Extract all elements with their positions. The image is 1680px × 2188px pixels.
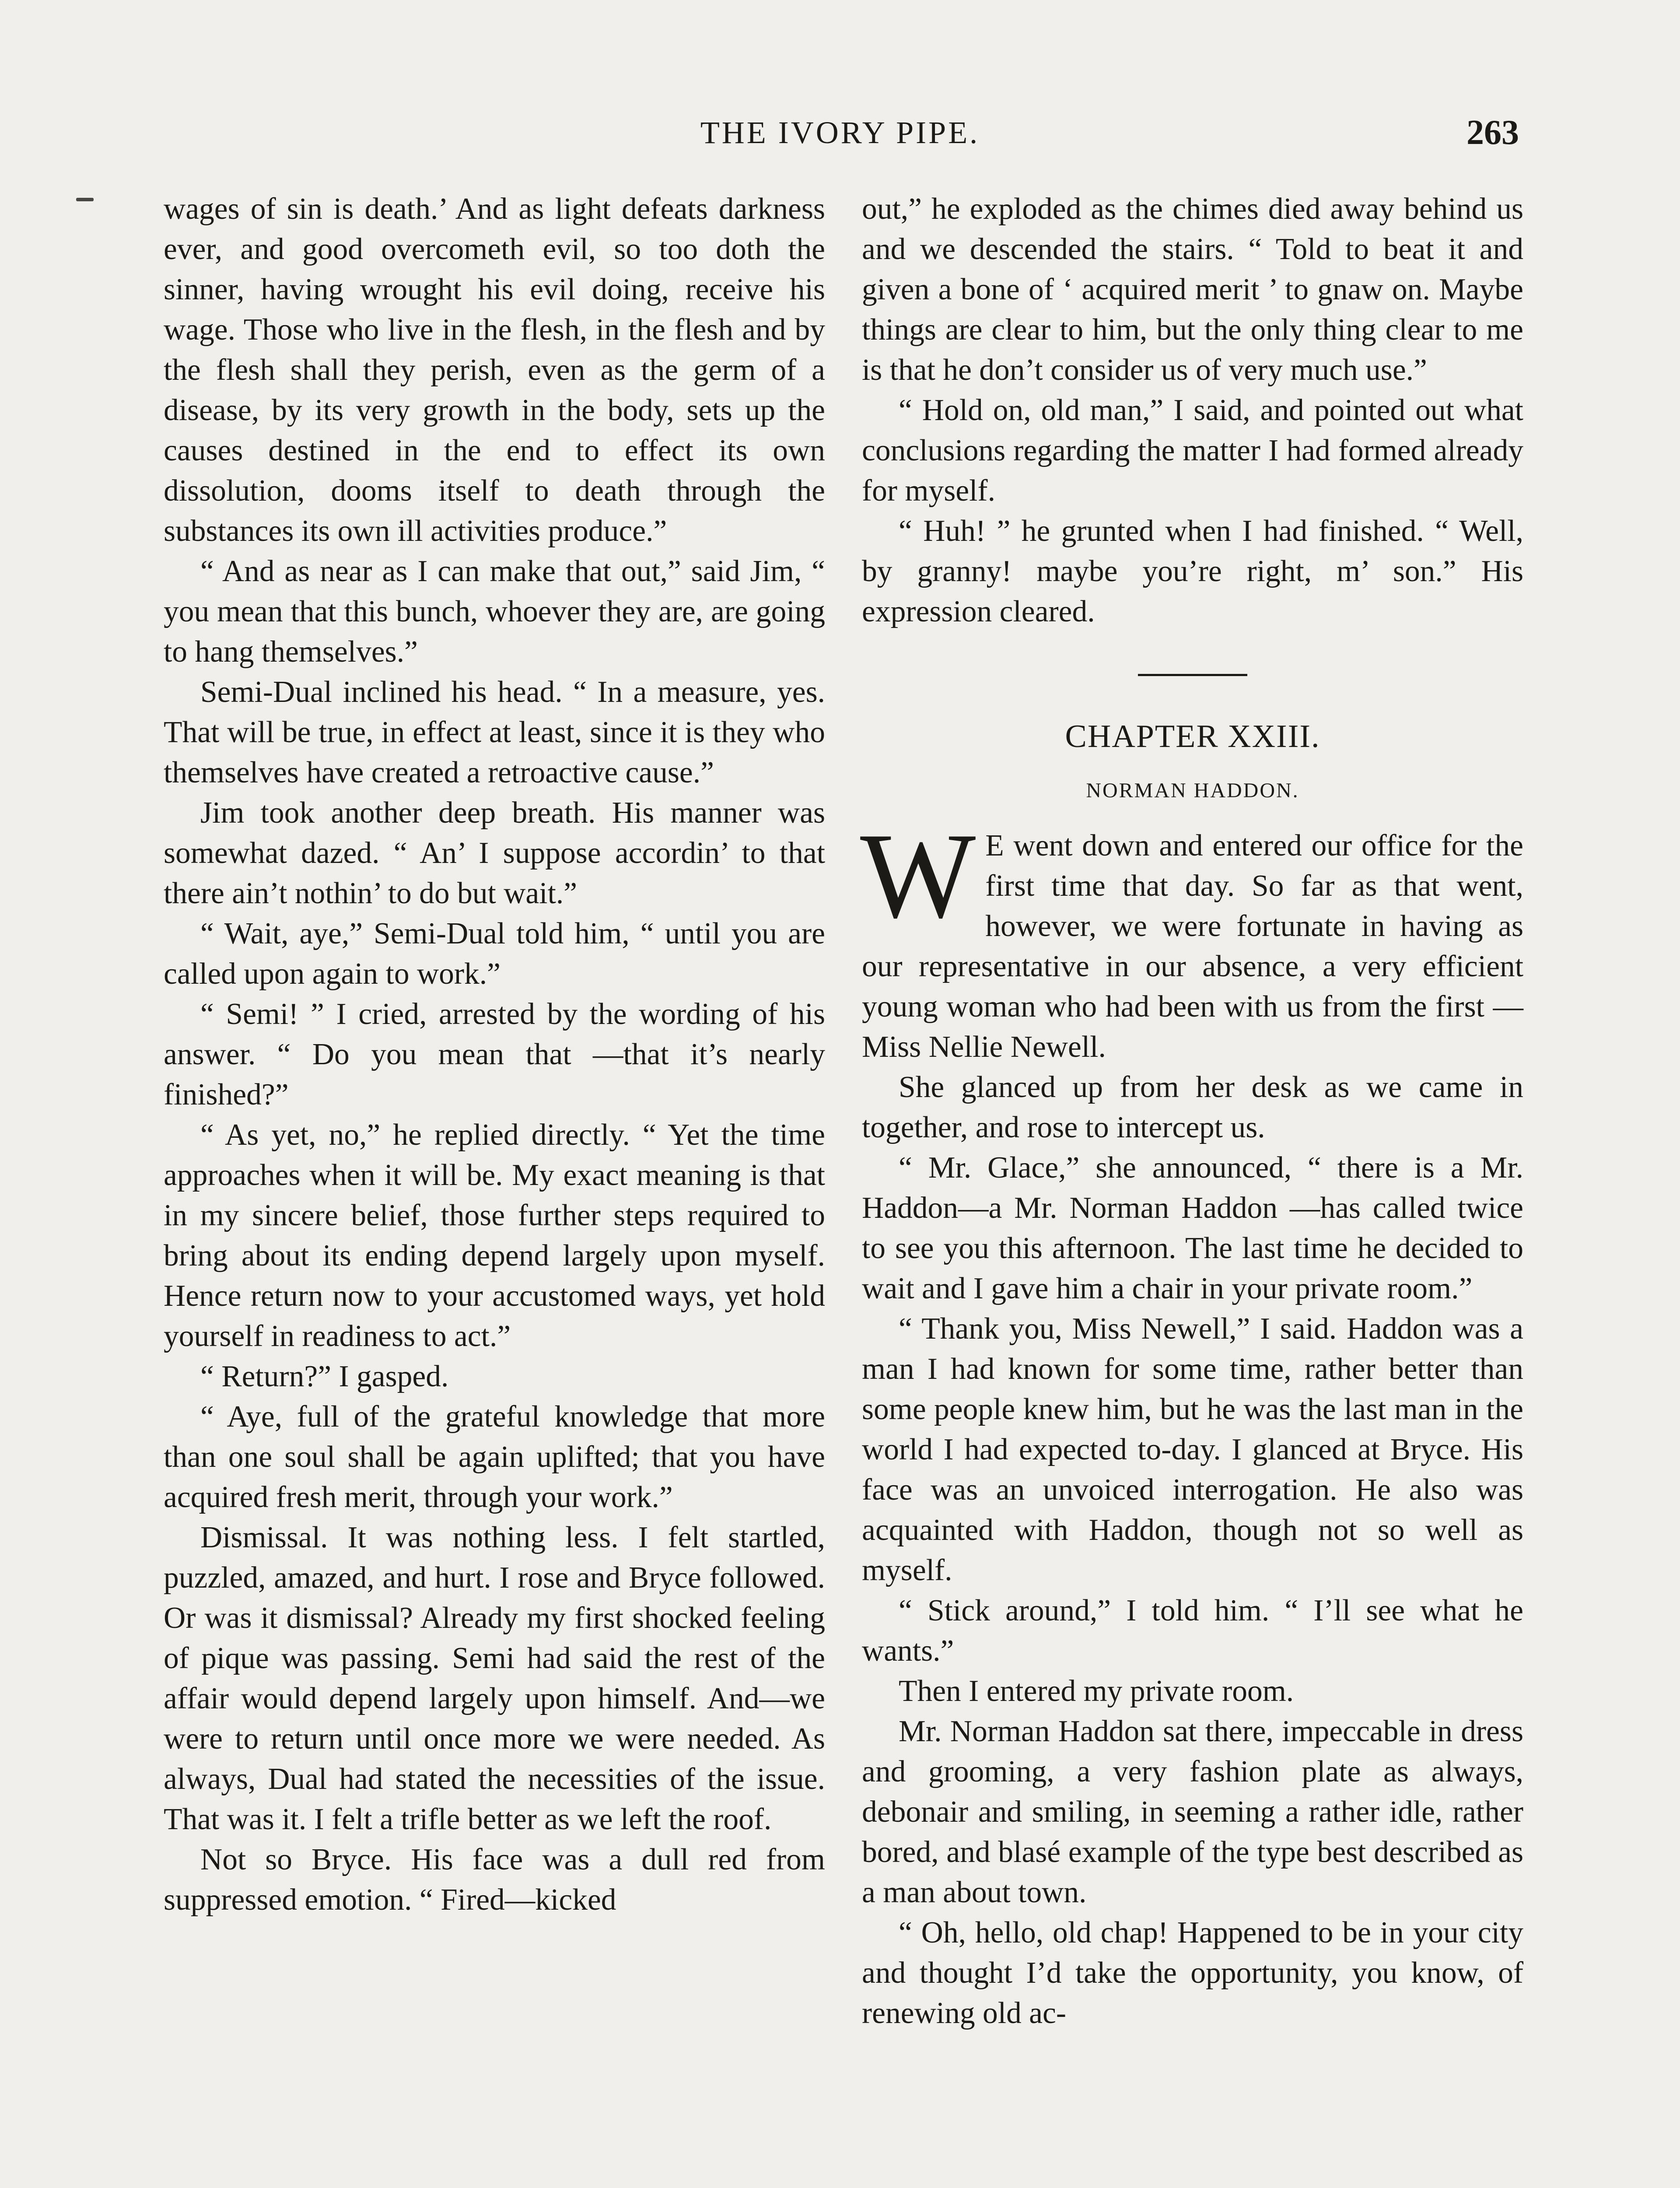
paragraph: Then I entered my private room. [899,1674,1294,1708]
paragraph: “ Semi! ” I cried, arrested by the wording of his answer. “ Do you mean that —that it’s nearly finished?” [164,997,825,1112]
paragraph: She glanced up from her desk as we came in together, and rose to intercept us. [862,1070,1523,1144]
paragraph: Mr. Norman Haddon sat there, impeccable in dress and grooming, a very fashion plate as always, debonair and smiling, in seeming a rather idle, rather bored, and blasé example of the type best described as a man about town. [862,1715,1523,1909]
paragraph: Jim took another deep breath. His manner was somewhat dazed. “ An’ I suppose accordin’ to that there ain’t nothin’ to do but wait.” [164,796,825,910]
right-column [862,189,1523,2034]
paragraph: “ Return?” I gasped. [200,1360,449,1393]
paragraph: “ Huh! ” he grunted when I had finished. “ Well, by granny! maybe you’re right, m’ son.” His expression cleared. [862,514,1523,628]
paragraph: Semi-Dual inclined his head. “ In a measure, yes. That will be true, in effect at least, since it is they who themselves have created a retroactive cause.” [164,675,825,789]
paragraph: Not so Bryce. His face was a dull red from suppressed emotion. “ Fired—kicked [164,1843,825,1917]
paragraph: “ As yet, no,” he replied directly. “ Yet the time approaches when it will be. My exact meaning is that in my sincere belief, those further steps required to bring about its ending depend largely upon myself. Hence return now to your accustomed ways, yet hold yourself in readiness to act.” [164,1118,825,1353]
paragraph: out,” he exploded as the chimes died away behind us and we descended the stairs. “ Told to beat it and given a bone of ‘ acquired merit ’ to gnaw on. Maybe things are clear to him, but the only thing clear to me is that he don’t consider us of very much use.” [862,192,1523,387]
page-number: 263 [1466,113,1519,152]
paragraph: “ Oh, hello, old chap! Happened to be in your city and thought I’d take the opportunity, you know, of renewing old ac- [862,1916,1523,2030]
paragraph: wages of sin is death.’ And as light defeats darkness ever, and good overcometh evil, so too doth the sinner, having wrought his evil doing, receive his wage. Those who live in the flesh, in the flesh and by the flesh shall they perish, even as the germ of a disease, by its very growth in the body, sets up the causes destined in the end to effect its own dissolution, dooms itself to death through the substances its own ill activities produce.” [164,192,825,548]
drop-cap: W [860,807,976,943]
section-divider [1138,674,1247,676]
chapter-heading: CHAPTER XXIII. [1065,719,1320,754]
paragraph: “ Aye, full of the grateful knowledge that more than one soul shall be again uplifted; that you have acquired fresh merit, through your work.” [164,1400,825,1514]
paragraph: “ Thank you, Miss Newell,” I said. Haddon was a man I had known for some time, rather better than some people knew him, but he was the last man in the world I had expected to-day. I glanced at Bryce. His face was an unvoiced interrogation. He also was acquainted with Haddon, though not so well as myself. [862,1312,1523,1587]
chapter-opening-paragraph [860,807,1523,1067]
paragraph: “ Hold on, old man,” I said, and pointed out what conclusions regarding the matter I had formed already for myself. [862,393,1523,508]
paragraph: “ Wait, aye,” Semi-Dual told him, “ until you are called upon again to work.” [164,917,825,991]
chapter-subtitle: NORMAN HADDON. [1086,779,1299,802]
paragraph: Dismissal. It was nothing less. I felt startled, puzzled, amazed, and hurt. I rose and Bryce followed. Or was it dismissal? Already my first shocked feeling of pique was passing. Semi had said the rest of the affair would depend largely upon himself. And—we were to return until once more we were needed. As always, Dual had stated the necessities of the issue. That was it. I felt a trifle better as we left the roof. [164,1521,825,1836]
paragraph: “ And as near as I can make that out,” said Jim, “ you mean that this bunch, whoever they are, are going to hang themselves.” [164,554,825,669]
left-column [164,189,825,1920]
paragraph: “ Mr. Glace,” she announced, “ there is a Mr. Haddon—a Mr. Norman Haddon —has called twice to see you this afternoon. The last time he decided to wait and I gave him a chair in your private room.” [862,1151,1523,1305]
margin-mark [76,198,94,201]
running-title: THE IVORY PIPE. [700,115,980,150]
paragraph: “ Stick around,” I told him. “ I’ll see what he wants.” [862,1594,1523,1668]
opening-text: E went down and entered our office for the first time that day. So far as that went, however, we were fortunate in having as our representative in our absence, a very efficient young woman who had been with us from the first —Miss Nellie Newell. [862,829,1523,1064]
